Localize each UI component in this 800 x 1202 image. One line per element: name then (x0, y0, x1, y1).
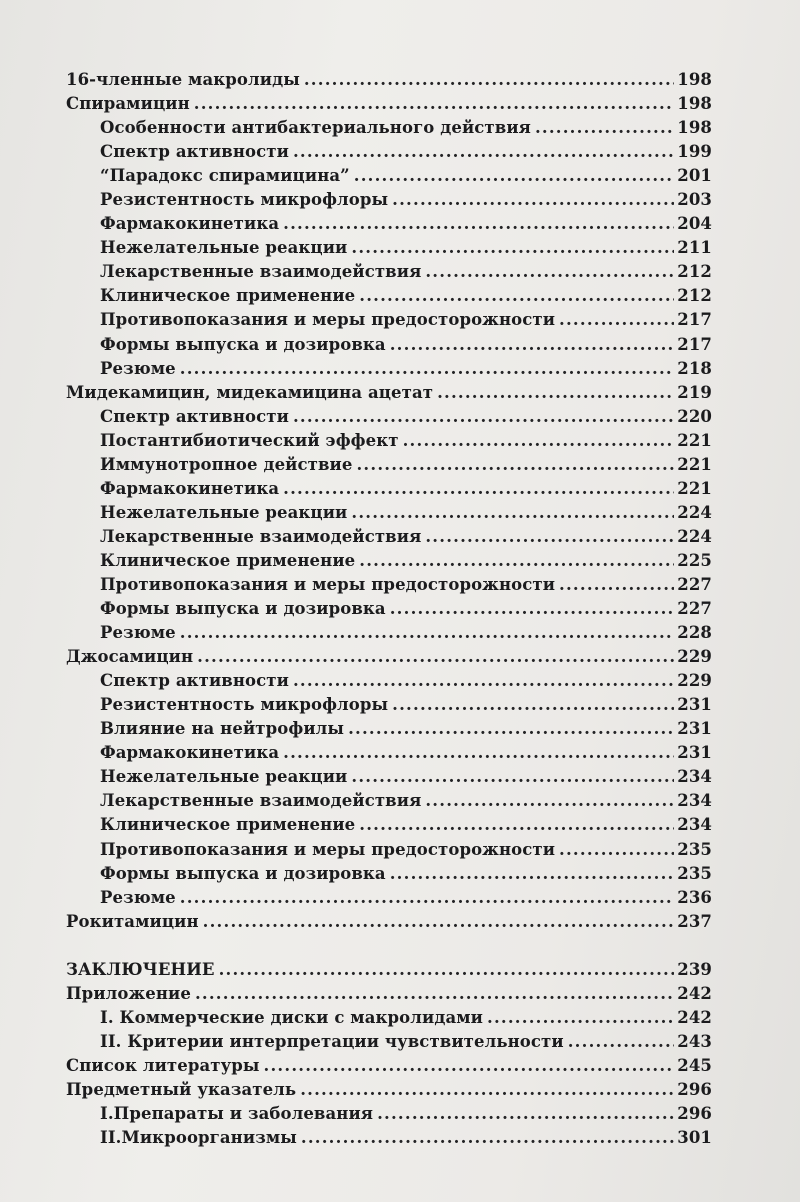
toc-entry (66, 525, 712, 549)
toc-entry (66, 573, 712, 597)
toc-entry-title: Джосамицин (66, 647, 194, 667)
toc-entry-title: Лекарственные взаимодействия (100, 526, 422, 546)
toc-entry (66, 116, 712, 140)
toc-entry (66, 381, 712, 405)
dot-leader (293, 405, 674, 429)
toc-entry-title: Фармакокинетика (100, 478, 280, 498)
toc-entry (66, 621, 712, 645)
toc-entry (66, 693, 712, 717)
toc-entry-page-number: 231 (677, 719, 712, 739)
toc-entry-page-number: 229 (677, 647, 712, 667)
dot-leader (403, 429, 675, 453)
toc-entry (66, 212, 712, 236)
toc-entry (66, 741, 712, 765)
toc-entry (66, 1006, 712, 1030)
toc-entry-title: II.Микроорганизмы (100, 1128, 297, 1148)
dot-leader (180, 886, 674, 910)
toc-entry-title: ЗАКЛЮЧЕНИЕ (66, 959, 215, 979)
toc-entry (66, 92, 712, 116)
dot-leader (359, 813, 674, 837)
toc-entry-title: Противопоказания и меры предосторожности (100, 839, 556, 859)
toc-entry (66, 284, 712, 308)
dot-leader (301, 1126, 674, 1150)
toc-entry (66, 405, 712, 429)
toc-entry-page-number: 296 (677, 1103, 712, 1123)
toc-entry-page-number: 224 (677, 502, 712, 522)
toc-entry-page-number: 236 (677, 887, 712, 907)
toc-entry-title: Нежелательные реакции (100, 502, 348, 522)
toc-entry-title: Фармакокинетика (100, 214, 280, 234)
dot-leader (348, 717, 674, 741)
toc-entry (66, 1102, 712, 1126)
section-gap (66, 934, 712, 958)
dot-leader (351, 501, 674, 525)
toc-entry-title: Резюме (100, 358, 176, 378)
toc-entry (66, 549, 712, 573)
toc-entry-page-number: 242 (677, 983, 712, 1003)
toc-entry (66, 669, 712, 693)
toc-entry-page-number: 301 (677, 1128, 712, 1148)
toc-entry (66, 68, 712, 92)
dot-leader (356, 453, 674, 477)
toc-entry-title: “Парадокс спирамицина” (100, 166, 350, 186)
toc-entry-page-number: 296 (677, 1079, 712, 1099)
dot-leader (559, 308, 674, 332)
toc-entry-title: Особенности антибактериального действия (100, 118, 531, 138)
dot-leader (180, 357, 674, 381)
toc-entry-title: Спирамицин (66, 94, 190, 114)
toc-entry (66, 1054, 712, 1078)
dot-leader (283, 477, 674, 501)
dot-leader (392, 188, 674, 212)
toc-entry (66, 308, 712, 332)
toc-entry-title: Резюме (100, 887, 176, 907)
toc-entry-page-number: 220 (677, 406, 712, 426)
toc-entry-title: Предметный указатель (66, 1079, 297, 1099)
toc-entry-page-number: 198 (677, 94, 712, 114)
toc-entry-title: Нежелательные реакции (100, 238, 348, 258)
toc-entry-page-number: 227 (677, 574, 712, 594)
dot-leader (300, 1078, 674, 1102)
toc-entry-page-number: 198 (677, 118, 712, 138)
toc-entry-page-number: 243 (677, 1031, 712, 1051)
toc-entry-page-number: 245 (677, 1055, 712, 1075)
dot-leader (351, 236, 674, 260)
toc-entry-title: Резюме (100, 623, 176, 643)
toc-entry-title: 16-членные макролиды (66, 70, 300, 89)
toc-entry (66, 1126, 712, 1150)
toc-entry (66, 501, 712, 525)
toc-entry-title: Спектр активности (100, 406, 289, 426)
toc-entry (66, 260, 712, 284)
toc-entry-page-number: 204 (677, 214, 712, 234)
toc-entry (66, 164, 712, 188)
toc-entry (66, 188, 712, 212)
toc-entry (66, 838, 712, 862)
toc-entry-page-number: 235 (677, 863, 712, 883)
dot-leader (425, 525, 674, 549)
toc-entry-page-number: 231 (677, 695, 712, 715)
toc-entry (66, 357, 712, 381)
toc-entry (66, 1030, 712, 1054)
toc-entry-title: Формы выпуска и дозировка (100, 599, 386, 619)
toc-entry-title: Лекарственные взаимодействия (100, 791, 422, 811)
dot-leader (304, 68, 674, 92)
dot-leader (377, 1102, 674, 1126)
toc-entry (66, 236, 712, 260)
toc-entry-title: Клиническое применение (100, 550, 356, 570)
toc-entry (66, 597, 712, 621)
toc-entry (66, 429, 712, 453)
toc-entry-page-number: 218 (677, 358, 712, 378)
toc-entry (66, 717, 712, 741)
dot-leader (425, 789, 674, 813)
dot-leader (354, 164, 675, 188)
toc-entry-page-number: 217 (677, 310, 712, 330)
toc-entry-title: II. Критерии интерпретации чувствительности (100, 1031, 564, 1051)
toc-entry-title: Иммунотропное действие (100, 454, 353, 474)
toc-entry (66, 453, 712, 477)
dot-leader (390, 333, 675, 357)
dot-leader (535, 116, 674, 140)
dot-leader (487, 1006, 674, 1030)
toc-entry-title: Приложение (66, 983, 191, 1003)
dot-leader (293, 669, 674, 693)
dot-leader (359, 549, 674, 573)
toc-entry-title: Влияние на нейтрофилы (100, 719, 345, 739)
toc-entry (66, 1078, 712, 1102)
toc-entry-title: Резистентность микрофлоры (100, 190, 389, 210)
toc-entry-title: Мидекамицин, мидекамицина ацетат (66, 382, 434, 402)
toc-section-2 (66, 958, 712, 1150)
dot-leader (203, 910, 675, 934)
toc-entry (66, 958, 712, 982)
dot-leader (351, 765, 674, 789)
toc-entry (66, 140, 712, 164)
toc-entry-title: Рокитамицин (66, 911, 199, 931)
toc-section-1 (66, 68, 712, 934)
dot-leader (264, 1054, 675, 1078)
toc-entry (66, 333, 712, 357)
toc-entry-title: Формы выпуска и дозировка (100, 863, 386, 883)
toc-entry-page-number: 203 (677, 190, 712, 210)
toc-entry-page-number: 231 (677, 743, 712, 763)
toc-entry (66, 765, 712, 789)
dot-leader (293, 140, 674, 164)
toc-entry-title: Лекарственные взаимодействия (100, 262, 422, 282)
dot-leader (195, 982, 674, 1006)
toc-entry (66, 910, 712, 934)
dot-leader (392, 693, 674, 717)
toc-entry-page-number: 221 (677, 454, 712, 474)
toc-entry-title: Список литературы (66, 1055, 260, 1075)
dot-leader (390, 597, 675, 621)
dot-leader (437, 381, 674, 405)
toc-entry-page-number: 219 (677, 382, 712, 402)
dot-leader (283, 741, 674, 765)
dot-leader (197, 645, 674, 669)
toc-entry-page-number: 201 (677, 166, 712, 186)
toc-entry-page-number: 242 (677, 1007, 712, 1027)
toc-entry-title: Резистентность микрофлоры (100, 695, 389, 715)
dot-leader (390, 862, 675, 886)
toc-entry-title: Клиническое применение (100, 286, 356, 306)
dot-leader (568, 1030, 675, 1054)
toc-entry-title: Нежелательные реакции (100, 767, 348, 787)
toc-entry (66, 886, 712, 910)
toc-entry-page-number: 227 (677, 599, 712, 619)
toc-entry-title: I.Препараты и заболевания (100, 1103, 374, 1123)
toc-entry (66, 862, 712, 886)
toc-entry-title: Фармакокинетика (100, 743, 280, 763)
dot-leader (180, 621, 674, 645)
toc-entry-title: Противопоказания и меры предосторожности (100, 310, 556, 330)
toc-entry-title: Спектр активности (100, 671, 289, 691)
toc-entry-page-number: 225 (677, 550, 712, 570)
toc-entry-title: Спектр активности (100, 142, 289, 162)
dot-leader (194, 92, 674, 116)
toc-entry-page-number: 211 (677, 238, 712, 258)
toc-entry (66, 982, 712, 1006)
toc-entry-page-number: 212 (677, 262, 712, 282)
toc-entry-title: Формы выпуска и дозировка (100, 334, 386, 354)
toc-entry-title: Противопоказания и меры предосторожности (100, 574, 556, 594)
dot-leader (219, 958, 675, 982)
toc-entry-page-number: 228 (677, 623, 712, 643)
toc-entry-title: Постантибиотический эффект (100, 430, 399, 450)
toc-entry-title: Клиническое применение (100, 815, 356, 835)
dot-leader (283, 212, 674, 236)
toc-entry-page-number: 235 (677, 839, 712, 859)
toc-entry-title: I. Коммерческие диски с макролидами (100, 1007, 484, 1027)
toc-entry-page-number: 234 (677, 791, 712, 811)
dot-leader (359, 284, 674, 308)
toc-entry (66, 477, 712, 501)
toc-entry-page-number: 229 (677, 671, 712, 691)
toc-entry-page-number: 224 (677, 526, 712, 546)
toc-entry-page-number: 234 (677, 767, 712, 787)
toc-entry-page-number: 221 (677, 430, 712, 450)
dot-leader (425, 260, 674, 284)
toc-entry (66, 813, 712, 837)
toc-entry-page-number: 221 (677, 478, 712, 498)
toc-entry (66, 645, 712, 669)
toc-entry-page-number: 198 (677, 70, 712, 89)
toc-entry (66, 789, 712, 813)
toc-entry-page-number: 237 (677, 911, 712, 931)
dot-leader (559, 573, 674, 597)
toc-entry-page-number: 217 (677, 334, 712, 354)
toc-entry-page-number: 199 (677, 142, 712, 162)
dot-leader (559, 838, 674, 862)
table-of-contents (66, 68, 712, 1150)
toc-entry-page-number: 212 (677, 286, 712, 306)
toc-entry-page-number: 239 (677, 959, 712, 979)
toc-entry-page-number: 234 (677, 815, 712, 835)
